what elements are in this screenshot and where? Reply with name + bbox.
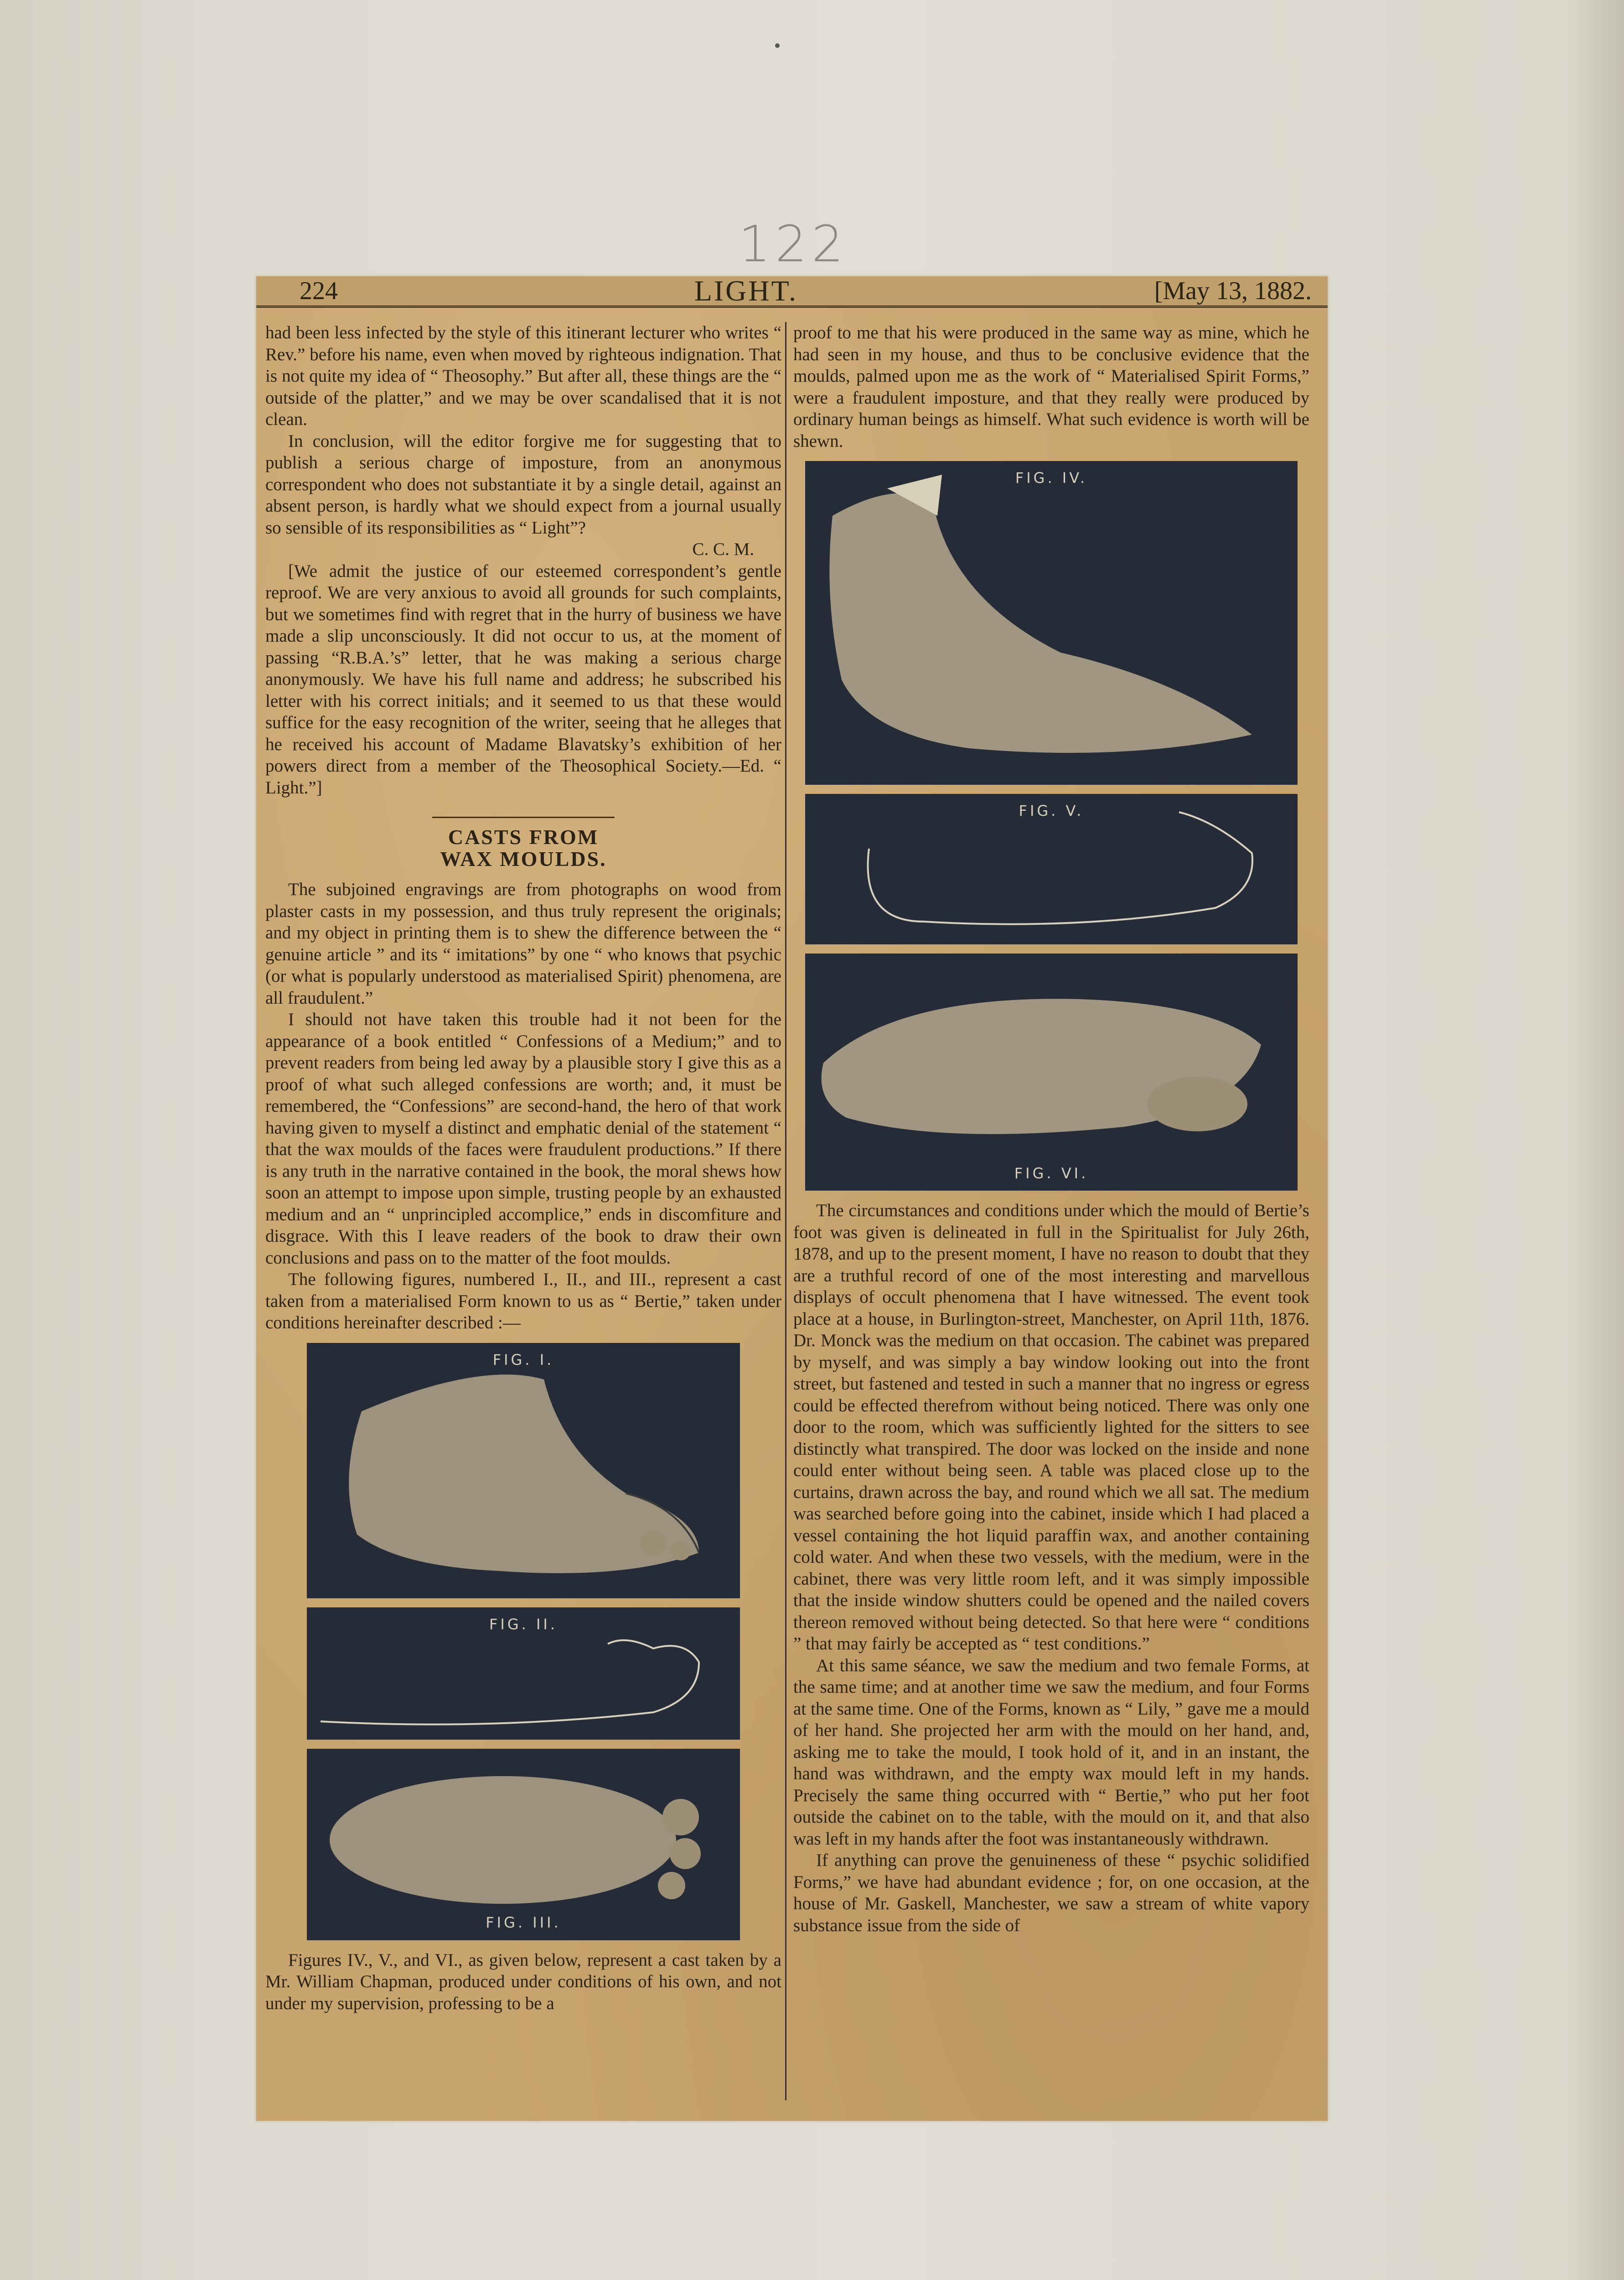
masthead: [256, 276, 1328, 308]
figure-4-label: FIG. IV.: [1015, 469, 1088, 487]
figure-1-engraving: [307, 1343, 740, 1598]
left-column: [265, 322, 781, 2014]
figure-1-label: FIG. I.: [492, 1351, 554, 1368]
article-paragraph: If anything can prove the genuineness of these “ psychic solidified Forms,” we have had abundant evidence ; for, on one occasion, at the house of Mr. Gaskell, Manchester, we saw a stream of white vapory substance issue from the side of: [793, 1850, 1309, 1935]
figure-6-engraving: [805, 953, 1298, 1191]
figure-2-label: FIG. II.: [489, 1615, 558, 1633]
figure-5-label: FIG. V.: [1019, 802, 1084, 819]
foot-cast-side-view: [307, 1343, 740, 1598]
letter-paragraph: had been less infected by the style of this itinerant lecturer who writes “ Rev.” before his name, even when moved by righteous indignation. That is not quite my idea of “ Theosophy.” But after all, these things are the “ outside of the platter,” and we may be over scandalised that it is not clean.: [265, 323, 781, 429]
article-paragraph: At this same séance, we saw the medium and two female Forms, at the same time; and at another time we saw the medium, and four Forms at the same time. One of the Forms, known as “ Lily, ” gave me a mould of her hand. She projected her arm with the mould on her hand, and, asking me to take the mould, I took hold of it, and in an instant, the hand was withdrawn, and the empty wax mould left in my hands. Precisely the same thing occurred with “ Bertie,” who put her foot outside the cabinet on to the table, with the mould on it, and that also was left in my hands after the foot was instantaneously withdrawn.: [793, 1655, 1309, 1849]
handwritten-page-number: 122: [739, 215, 848, 273]
article-paragraph: Figures IV., V., and VI., as given below, represent a cast taken by a Mr. William Chapman, produced under conditions of his own, and not under my supervision, professing to be a: [265, 1950, 781, 2013]
figure-6-label: FIG. VI.: [1014, 1164, 1089, 1182]
article-paragraph: The subjoined engravings are from photographs on wood from plaster casts in my possession, and thus truly represent the originals; and my object in printing them is to shew the difference between the “ genuine article ” and its “ imitations” by one “ who knows that psychic (or what is popularly understood as materialised Spirit) phenomena, are all fraudulent.”: [265, 880, 781, 1008]
page-number: 224: [300, 277, 338, 305]
figure-4-engraving: [805, 461, 1298, 785]
foot-cast-sole-view: [307, 1749, 740, 1940]
figure-3-label: FIG. III.: [486, 1914, 561, 1931]
newspaper-title: LIGHT.: [694, 275, 798, 307]
figure-3-engraving: [307, 1749, 740, 1940]
letter-signature: C. C. M.: [692, 539, 754, 559]
foot-cast-side-view: [805, 461, 1298, 785]
board-mark: [775, 43, 780, 48]
article-paragraph: proof to me that his were produced in the same way as mine, which he had seen in my house, and thus to be conclusive evidence that the moulds, palmed upon me as the work of “ Materialised Spirit Forms,” were a fraudulent imposture, and that they really were produced by ordinary human beings as himself. What such evidence is worth will be shewn.: [793, 323, 1309, 451]
article-paragraph: The following figures, numbered I., II., and III., represent a cast taken from a materialised Form known to us as “ Bertie,” taken under conditions hereinafter described :—: [265, 1270, 781, 1332]
right-column: [793, 322, 1309, 1936]
newspaper-clipping: [256, 276, 1328, 2121]
board-edge-shadow: [1568, 0, 1624, 2280]
article-heading: CASTS FROM WAX MOULDS.: [432, 817, 615, 870]
figure-5-engraving: [805, 794, 1298, 944]
letter-paragraph: In conclusion, will the editor forgive me for suggesting that to publish a serious charge of imposture, from an anonymous correspondent who does not substantiate it by a single detail, against an absent person, is hardly what we should expect from a journal usually so sensible of its responsibilities as “ Light”?: [265, 431, 781, 538]
editor-note: [We admit the justice of our esteemed correspondent’s gentle reproof. We are very anxious to avoid all grounds for such complaints, but we sometimes find with regret that in the hurry of business we have made a slip unconsciously. It did not occur to us, at the moment of passing “R.B.A.’s” letter, that he was making a serious charge anonymously. We have his full name and address; he subscribed his letter with his correct initials; and it seemed to us that these would suffice for the easy recognition of the writer, seeing that he alleges that he received his account of Madame Blavatsky’s exhibition of her powers direct from a member of the Theosophical Society.—Ed. “ Light.”]: [265, 561, 781, 798]
column-rule: [785, 322, 786, 2100]
figure-2-engraving: [307, 1607, 740, 1740]
foot-cast-sole-view: [805, 953, 1298, 1191]
article-paragraph: I should not have taken this trouble had it not been for the appearance of a book entitled “ Confessions of a Medium;” and to prevent readers from being led away by a plausible story I give this as a proof of what such alleged confessions are worth; and, it must be remembered, the “Confessions” are second-hand, the hero of that work having given to myself a distinct and emphatic denial of the statement “ that the wax moulds of the faces were fraudulent productions.” If there is any truth in the narrative contained in the book, the moral shews how soon an attempt to impose upon simple, trusting people by an exhausted medium and an “ unprincipled accomplice,” ends in discomfiture and disgrace. With this I leave readers of the book to draw their own conclusions and pass on to the matter of the foot moulds.: [265, 1010, 781, 1268]
issue-date: [May 13, 1882.: [1154, 277, 1312, 305]
article-paragraph: The circumstances and conditions under which the mould of Bertie’s foot was given is delineated in full in the Spiritualist for July 26th, 1878, and up to the present moment, I have no reason to doubt that they are a truthful record of one of the most interesting and marvellous displays of occult phenomena that I have witnessed. The event took place at a house, in Burlington-street, Manchester, on April 11th, 1876. Dr. Monck was the medium on that occasion. The cabinet was prepared by myself, and was simply a bay window looking out into the front street, but fastened and tested in such a manner that no ingress or egress could be effected therefrom without being noticed. There was only one door to the room, which was sufficiently lighted for the sitters to see distinctly what transpired. The door was locked on the inside and none could enter without being seen. A table was placed close up to the curtains, drawn across the bay, and round which we all sat. The medium was searched before going into the cabinet, inside which I had placed a vessel containing the hot liquid paraffin wax, and another containing cold water. And when these two vessels, with the medium, were in the cabinet, there was very little room left, and it was simply impossible that the inside window shutters could be opened and the nailed covers thereon removed without being detected. So that here were “ conditions ” that may fairly be accepted as “ test conditions.”: [793, 1201, 1309, 1653]
